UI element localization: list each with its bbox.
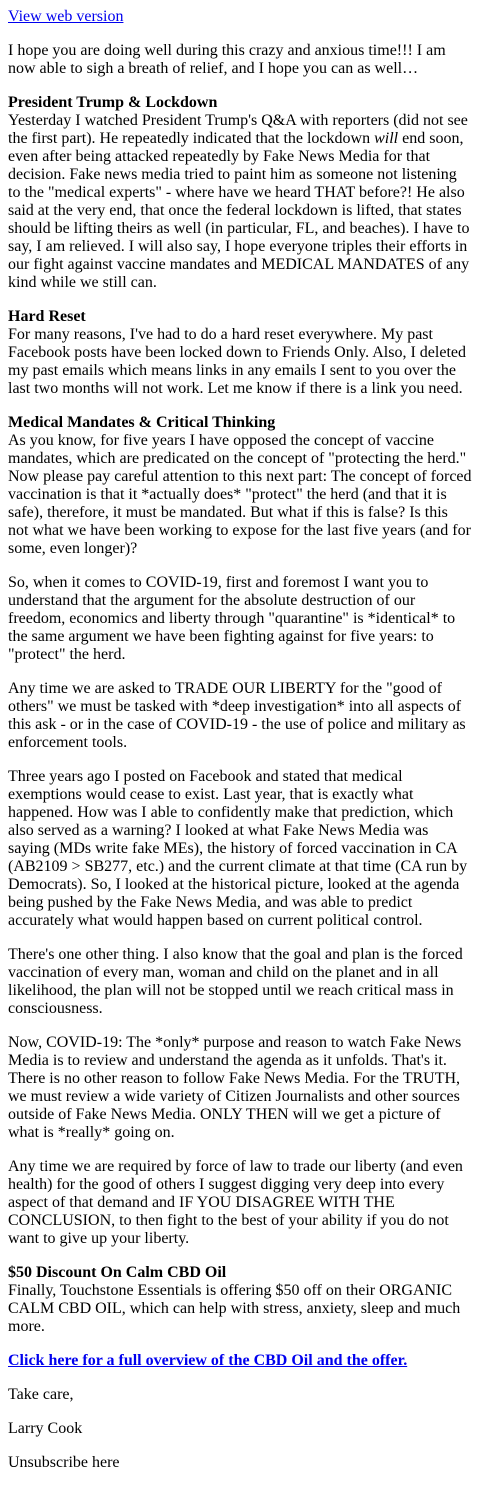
- signoff: Take care,: [8, 1386, 74, 1403]
- body-paragraph-trade-liberty: Any time we are asked to TRADE OUR LIBERTY for the "good of others" we must be tasked with *deep investigation* into all aspects of this ask - or in the case of COVID-19 - the use of police and military as enforcement tools.: [8, 680, 466, 751]
- medical-mandates-heading: Medical Mandates & Critical Thinking: [8, 414, 276, 431]
- unsubscribe-text[interactable]: Unsubscribe here: [8, 1454, 120, 1471]
- intro-paragraph: I hope you are doing well during this crazy and anxious time!!! I am now able to sigh a breath of relief, and I hope you can as well…: [8, 42, 446, 77]
- trump-lockdown-emphasis: will: [374, 130, 399, 147]
- cbd-heading: $50 Discount On Calm CBD Oil: [8, 1264, 227, 1281]
- trump-lockdown-text-b: end soon, even after being attacked repeatedly by Fake News Media for that decision. Fake news media tried to paint him as someone not listening to the "medical experts" - where have we heard THAT before?! He also said at the very end, that once the federal lockdown is lifted, that states should be lifting theirs as well (in particular, FL, and beaches). I have to say, I am relieved. I will also say, I hope everyone triples their efforts in our fight against vaccine mandates and MEDICAL MANDATES of any kind while we still can.: [8, 130, 470, 291]
- hard-reset-text: For many reasons, I've had to do a hard reset everywhere. My past Facebook posts have been locked down to Friends Only. Also, I deleted my past emails which means links in any emails I sent to you over the last two months will not work. Let me know if there is a link you need.: [8, 326, 466, 397]
- medical-mandates-section: [8, 414, 472, 558]
- cbd-text: Finally, Touchstone Essentials is offering $50 off on their ORGANIC CALM CBD OIL, which can help with stress, anxiety, sleep and much more.: [8, 1282, 461, 1335]
- trump-lockdown-text-a: Yesterday I watched President Trump's Q&A with reporters (did not see the first part). He repeatedly indicated that the lockdown: [8, 112, 468, 147]
- hard-reset-section: [8, 308, 472, 398]
- author-name: Larry Cook: [8, 1420, 83, 1437]
- cbd-section: [8, 1264, 472, 1336]
- body-paragraph-fake-news: Now, COVID-19: The *only* purpose and reason to watch Fake News Media is to review and understand the agenda as it unfolds. That's it. There is no other reason to follow Fake News Media. For the TRUTH, we must review a wide variety of Citizen Journalists and other sources outside of Fake News Media. ONLY THEN will we get a picture of what is *really* going on.: [8, 1034, 462, 1141]
- hard-reset-heading: Hard Reset: [8, 308, 86, 325]
- view-web-version-row: [8, 8, 472, 26]
- body-paragraph-forced-vaccination: There's one other thing. I also know that the goal and plan is the forced vaccination of every man, woman and child on the planet and in all likelihood, the plan will not be stopped until we reach critical mass in consciousness.: [8, 946, 463, 1017]
- body-paragraph-exemptions: Three years ago I posted on Facebook and stated that medical exemptions would cease to exist. Last year, that is exactly what happened. How was I able to confidently make that prediction, which also served as a warning? I looked at what Fake News Media was saying (MDs write fake MEs), the history of forced vaccination in CA (AB2109 > SB277, etc.) and the current climate at that time (CA run by Democrats). So, I looked at the historical picture, looked at the agenda being pushed by the Fake News Media, and was able to predict accurately what would happen based on current political control.: [8, 768, 468, 929]
- body-paragraph-covid-argument: So, when it comes to COVID-19, first and foremost I want you to understand that the argument for the absolute destruction of our freedom, economics and liberty through "quarantine" is *identical* to the same argument we have been fighting against for five years: to "protect" the herd.: [8, 574, 456, 663]
- trump-lockdown-section: [8, 94, 472, 292]
- trump-lockdown-heading: President Trump & Lockdown: [8, 94, 218, 111]
- cbd-offer-link[interactable]: Click here for a full overview of the CBD Oil and the offer.: [8, 1352, 408, 1369]
- cbd-link-row: [8, 1352, 472, 1370]
- body-paragraph-force-of-law: Any time we are required by force of law to trade our liberty (and even health) for the good of others I suggest digging very deep into every aspect of that demand and IF YOU DISAGREE WITH THE CONCLUSION, to then fight to the best of your ability if you do not want to give up your liberty.: [8, 1158, 463, 1247]
- view-web-version-link[interactable]: View web version: [8, 8, 124, 25]
- medical-mandates-text: As you know, for five years I have opposed the concept of vaccine mandates, which are predicated on the concept of "protecting the herd." Now please pay careful attention to this next part: The concept of forced vaccination is that it *actually does* "protect" the herd (and that it is safe), therefore, it must be mandated. But what if this is false? Is this not what we have been working to expose for the last five years (and for some, even longer)?: [8, 432, 472, 557]
